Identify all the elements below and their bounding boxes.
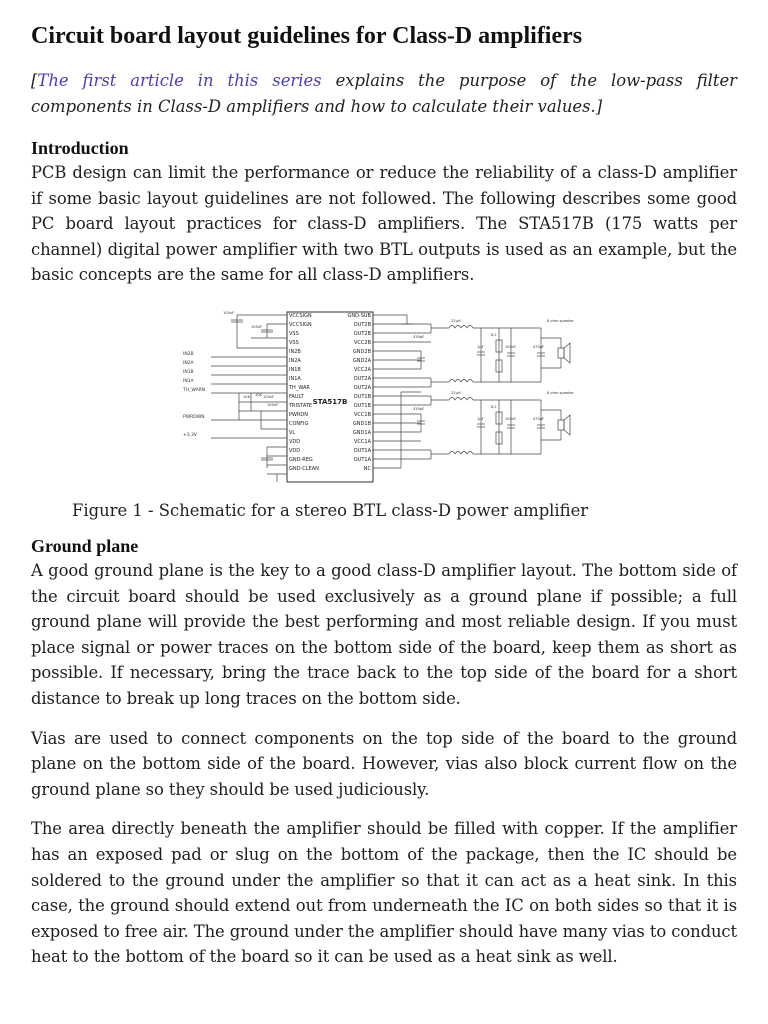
left-pin-label: VDD bbox=[289, 438, 301, 445]
right-pin-label: VCC1A bbox=[353, 438, 371, 445]
article-title: Circuit board layout guidelines for Class-D amplifiers bbox=[31, 23, 583, 49]
left-pin-label: PWRDN bbox=[289, 411, 309, 418]
input-label: TH_WARN bbox=[183, 387, 206, 393]
right-pin-label: VCC1B bbox=[353, 411, 371, 418]
component-label: 100nF bbox=[223, 310, 235, 315]
left-pin-label: VSS bbox=[289, 339, 299, 346]
left-pin-label: VDD bbox=[289, 447, 301, 454]
right-pin-label: VCC2B bbox=[353, 339, 371, 346]
right-pin-label: GND2B bbox=[352, 348, 371, 355]
left-pin-label: TRISTATE bbox=[289, 402, 313, 409]
left-pin-label: GND-REG bbox=[289, 456, 313, 463]
component-label: 330pF bbox=[413, 334, 425, 339]
component-label: 100nF bbox=[251, 324, 263, 329]
component-label: 10K bbox=[255, 392, 262, 397]
component-label: 10K bbox=[243, 394, 250, 399]
right-pin-label: OUT1A bbox=[353, 456, 371, 463]
left-pin-label: TH_WAR bbox=[289, 384, 310, 391]
schematic-figure bbox=[31, 308, 737, 486]
ground-plane-paragraph-2: Vias are used to connect components on the top side of the board to the ground plane on the bottom side of the board. However, vias also block current flow on the ground plane so they should be used judiciously. bbox=[31, 728, 737, 799]
left-pin-label: IN2A bbox=[289, 357, 301, 364]
component-label: 1μF bbox=[477, 416, 484, 421]
left-pin-label: FAULT bbox=[289, 393, 304, 400]
component-label: 100nF bbox=[505, 416, 517, 421]
introduction-paragraph: PCB design can limit the performance or reduce the reliability of a class-D amplifier if some basic layout guidelines are not followed. The following describes some good PC board layout practices for class-D amplifiers. The STA517B (175 watts per channel) digital power amplifier with two BTL outputs is used as an example, but the basic concepts are the same for all class-D amplifiers. bbox=[31, 163, 737, 285]
right-pin-label: OUT2A bbox=[353, 384, 371, 391]
input-label: +3.3V bbox=[183, 432, 198, 438]
ground-plane-paragraph-3: The area directly beneath the amplifier should be filled with copper. If the amplifier has an exposed pad or slug on the bottom of the package, then the IC should be soldered to the ground under the amplifier so that it can act as a heat sink. In this case, the ground should extend out from underneath the IC on both sides so that it is exposed to free air. The ground under the amplifier should have many vias to conduct heat to the bottom of the board so it can be used as a heat sink as well. bbox=[31, 819, 737, 967]
input-label: IN1A bbox=[183, 378, 194, 384]
article-page bbox=[31, 20, 737, 970]
right-pin-label: OUT1B bbox=[353, 393, 371, 400]
component-label: 8 ohm speaker bbox=[547, 390, 574, 395]
series-note-rest: explains the purpose of the low-pass filter components in Class-D amplifiers and how to calculate their values.] bbox=[31, 71, 737, 116]
chip-label: STA517B bbox=[312, 397, 348, 406]
left-pin-label: VL bbox=[289, 429, 296, 436]
component-label: 470nF bbox=[533, 344, 545, 349]
left-pin-label: VCCSIGN bbox=[289, 321, 312, 328]
left-pin-label: IN1B bbox=[289, 366, 301, 373]
right-pin-label: GND2A bbox=[352, 357, 371, 364]
series-note bbox=[31, 68, 737, 120]
component-label: 100nF bbox=[505, 344, 517, 349]
component-label: 470nF bbox=[533, 416, 545, 421]
component-label: 22μH bbox=[451, 390, 461, 395]
component-label: 1μF bbox=[477, 344, 484, 349]
input-label: IN1B bbox=[183, 369, 194, 375]
right-pin-label: OUT2B bbox=[353, 321, 371, 328]
component-label: 6.2 bbox=[491, 332, 497, 337]
left-pin-label: IN2B bbox=[289, 348, 301, 355]
left-pin-label: IN1A bbox=[289, 375, 301, 382]
right-pin-labels bbox=[347, 313, 371, 472]
right-pin-label: GND1A bbox=[352, 429, 371, 436]
input-label: IN2B bbox=[183, 351, 194, 357]
amplifier-schematic bbox=[181, 308, 621, 486]
component-label: 8 ohm speaker bbox=[547, 318, 574, 323]
right-pin-label: OUT1A bbox=[353, 447, 371, 454]
left-pin-label: GND-CLEAN bbox=[289, 465, 319, 472]
input-labels bbox=[182, 351, 205, 438]
right-pin-label: VCC2A bbox=[353, 366, 371, 373]
left-pin-label: CONFIG bbox=[289, 420, 309, 427]
right-pin-label: GND-SUB bbox=[347, 312, 371, 319]
ground-plane-paragraph-1: A good ground plane is the key to a good class-D amplifier layout. The bottom side of the circuit board should be used exclusively as a ground plane if possible; a full ground plane will provide the best performing and most reliable design. If you must place signal or power traces on the bottom side of the board, keep them as short as possible. If necessary, bring the trace back to the top side of the board for a short distance to break up long traces on the bottom side. bbox=[31, 560, 737, 708]
left-pin-labels bbox=[288, 313, 319, 472]
figure-caption: Figure 1 - Schematic for a stereo BTL class-D power amplifier bbox=[72, 500, 589, 520]
right-pin-label: OUT1B bbox=[353, 402, 371, 409]
input-label: PWRDWN bbox=[183, 414, 205, 420]
component-label: 22μH bbox=[451, 318, 461, 323]
right-pin-label: GND1B bbox=[352, 420, 371, 427]
left-pin-label: VSS bbox=[289, 330, 299, 337]
ground-plane-heading: Ground plane bbox=[31, 535, 139, 556]
introduction-heading: Introduction bbox=[31, 138, 129, 158]
component-label: 330pF bbox=[413, 406, 425, 411]
component-label: 100nF bbox=[267, 402, 279, 407]
component-label: 6.2 bbox=[491, 404, 497, 409]
component-label: 100nF bbox=[263, 394, 275, 399]
right-pin-label: OUT2B bbox=[353, 330, 371, 337]
left-pin-label: VCCSIGN bbox=[289, 312, 312, 319]
right-pin-label: OUT2A bbox=[353, 375, 371, 382]
right-pin-label: NC bbox=[363, 465, 371, 472]
input-label: IN2A bbox=[183, 360, 194, 366]
open-bracket: [ bbox=[31, 71, 38, 90]
series-link[interactable]: The first article in this series bbox=[37, 71, 322, 90]
